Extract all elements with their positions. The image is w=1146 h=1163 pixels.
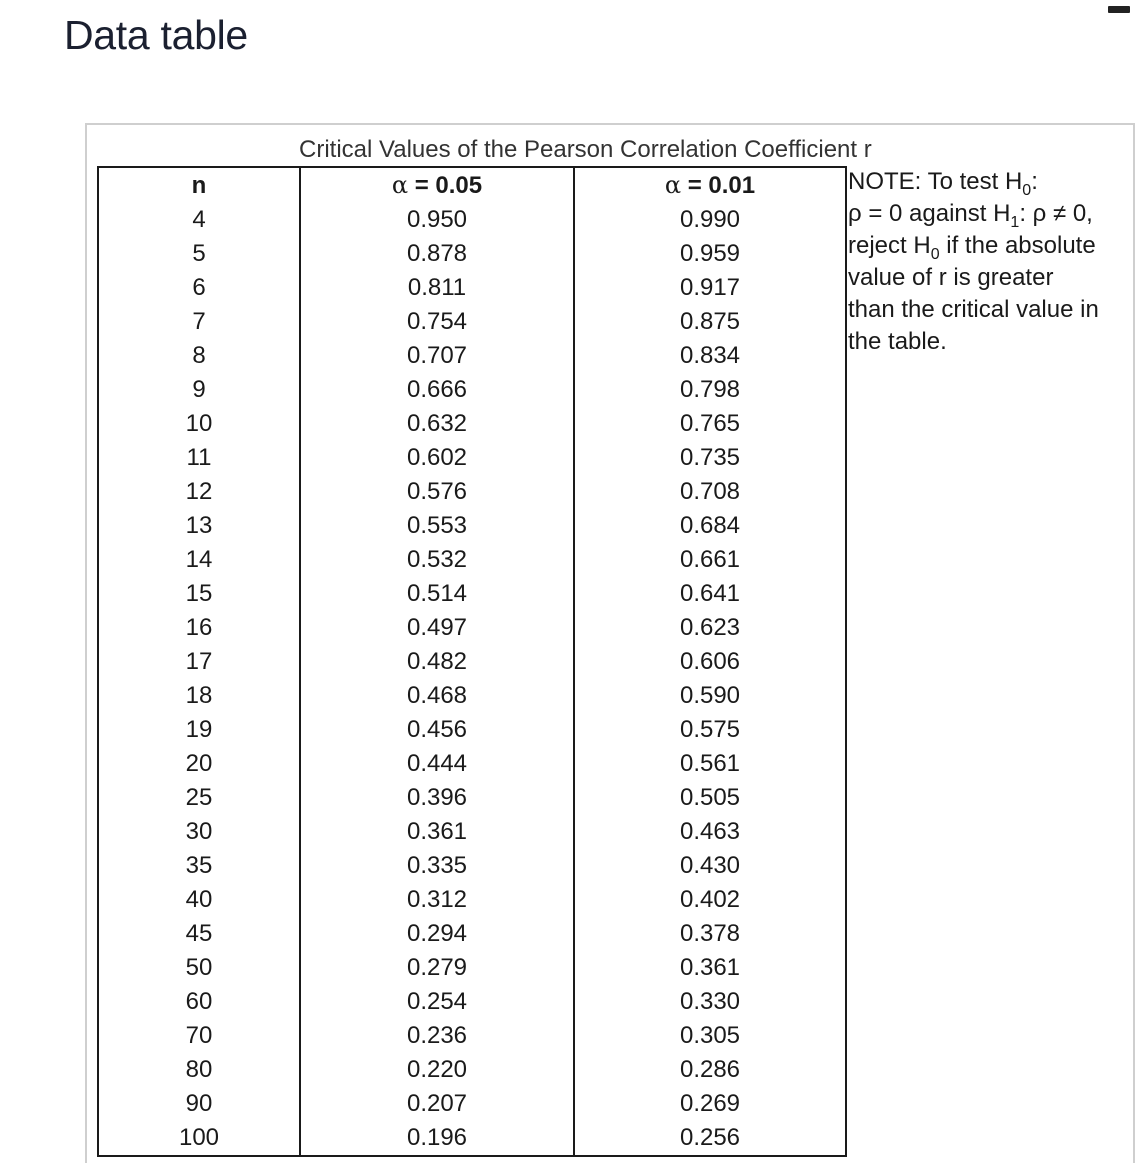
cell-alpha-005: 0.444	[300, 747, 574, 781]
cell-n: 9	[98, 373, 300, 407]
cell-alpha-005: 0.468	[300, 679, 574, 713]
cell-n: 100	[98, 1121, 300, 1156]
table-row	[98, 475, 846, 509]
table-row	[98, 305, 846, 339]
table-row	[98, 713, 846, 747]
table-row	[98, 917, 846, 951]
cell-alpha-001: 0.561	[574, 747, 846, 781]
cell-alpha-001: 0.286	[574, 1053, 846, 1087]
table-row	[98, 849, 846, 883]
cell-alpha-001: 0.463	[574, 815, 846, 849]
table-row	[98, 441, 846, 475]
table-row	[98, 1087, 846, 1121]
cell-n: 80	[98, 1053, 300, 1087]
cell-n: 16	[98, 611, 300, 645]
cell-alpha-001: 0.361	[574, 951, 846, 985]
note-line-2	[848, 198, 1138, 230]
cell-n: 8	[98, 339, 300, 373]
table-row	[98, 373, 846, 407]
page-title: Data table	[64, 12, 248, 58]
cell-alpha-005: 0.220	[300, 1053, 574, 1087]
cell-n: 12	[98, 475, 300, 509]
note-line-3-suffix: if the absolute	[939, 232, 1096, 259]
table-row	[98, 781, 846, 815]
cell-n: 10	[98, 407, 300, 441]
cell-n: 5	[98, 237, 300, 271]
cell-alpha-001: 0.330	[574, 985, 846, 1019]
cell-alpha-001: 0.606	[574, 645, 846, 679]
cell-alpha-005: 0.196	[300, 1121, 574, 1156]
note-line-1	[848, 166, 1138, 198]
cell-alpha-005: 0.532	[300, 543, 574, 577]
cell-alpha-005: 0.666	[300, 373, 574, 407]
table-row	[98, 679, 846, 713]
minimize-icon[interactable]	[1108, 6, 1130, 13]
cell-alpha-001: 0.641	[574, 577, 846, 611]
cell-alpha-005: 0.707	[300, 339, 574, 373]
note-line-2-prefix: ρ = 0 against H	[848, 200, 1011, 227]
cell-alpha-005: 0.632	[300, 407, 574, 441]
cell-n: 15	[98, 577, 300, 611]
cell-alpha-005: 0.312	[300, 883, 574, 917]
table-row	[98, 339, 846, 373]
cell-alpha-001: 0.684	[574, 509, 846, 543]
cell-alpha-001: 0.661	[574, 543, 846, 577]
table-row	[98, 1019, 846, 1053]
cell-n: 18	[98, 679, 300, 713]
alpha-symbol: α	[391, 171, 409, 199]
cell-alpha-005: 0.335	[300, 849, 574, 883]
note-line-2-suffix: : ρ ≠ 0,	[1019, 200, 1093, 227]
note-line-3	[848, 230, 1138, 262]
cell-n: 40	[98, 883, 300, 917]
cell-n: 25	[98, 781, 300, 815]
cell-alpha-005: 0.754	[300, 305, 574, 339]
note-line-1-suffix: :	[1031, 168, 1038, 195]
cell-n: 45	[98, 917, 300, 951]
cell-alpha-005: 0.254	[300, 985, 574, 1019]
cell-alpha-001: 0.269	[574, 1087, 846, 1121]
note-line-1-sub: 0	[1022, 181, 1032, 199]
header-n: n	[98, 167, 300, 203]
header-alpha-005	[300, 167, 574, 203]
cell-alpha-001: 0.990	[574, 203, 846, 237]
cell-alpha-001: 0.378	[574, 917, 846, 951]
note-text	[848, 166, 1138, 358]
table-row	[98, 407, 846, 441]
cell-alpha-005: 0.207	[300, 1087, 574, 1121]
table-row	[98, 985, 846, 1019]
header-alpha-001	[574, 167, 846, 203]
cell-alpha-001: 0.305	[574, 1019, 846, 1053]
cell-n: 50	[98, 951, 300, 985]
cell-alpha-001: 0.708	[574, 475, 846, 509]
cell-alpha-001: 0.875	[574, 305, 846, 339]
header-alpha-005-value: = 0.05	[414, 172, 483, 199]
cell-alpha-005: 0.361	[300, 815, 574, 849]
cell-n: 13	[98, 509, 300, 543]
table-row	[98, 271, 846, 305]
cell-alpha-005: 0.576	[300, 475, 574, 509]
cell-n: 11	[98, 441, 300, 475]
table-row	[98, 543, 846, 577]
cell-alpha-005: 0.456	[300, 713, 574, 747]
cell-n: 17	[98, 645, 300, 679]
note-line-2-sub: 1	[1010, 213, 1020, 231]
table-row	[98, 951, 846, 985]
cell-alpha-005: 0.279	[300, 951, 574, 985]
note-line-4: value of r is greater	[848, 264, 1054, 291]
cell-n: 90	[98, 1087, 300, 1121]
cell-alpha-001: 0.402	[574, 883, 846, 917]
note-line-3-prefix: reject H	[848, 232, 931, 259]
table-row	[98, 237, 846, 271]
cell-alpha-005: 0.294	[300, 917, 574, 951]
cell-n: 4	[98, 203, 300, 237]
cell-alpha-001: 0.575	[574, 713, 846, 747]
cell-n: 70	[98, 1019, 300, 1053]
note-line-6: the table.	[848, 328, 947, 355]
cell-alpha-005: 0.811	[300, 271, 574, 305]
cell-alpha-005: 0.950	[300, 203, 574, 237]
cell-alpha-001: 0.959	[574, 237, 846, 271]
note-line-1-prefix: NOTE: To test H	[848, 168, 1023, 195]
cell-alpha-001: 0.590	[574, 679, 846, 713]
cell-alpha-001: 0.623	[574, 611, 846, 645]
cell-alpha-001: 0.917	[574, 271, 846, 305]
cell-alpha-005: 0.878	[300, 237, 574, 271]
table-row	[98, 203, 846, 237]
cell-alpha-001: 0.735	[574, 441, 846, 475]
cell-alpha-001: 0.765	[574, 407, 846, 441]
table-row	[98, 577, 846, 611]
table-row	[98, 1121, 846, 1156]
cell-alpha-001: 0.834	[574, 339, 846, 373]
table-row	[98, 611, 846, 645]
cell-n: 6	[98, 271, 300, 305]
cell-alpha-005: 0.482	[300, 645, 574, 679]
table-row	[98, 509, 846, 543]
cell-n: 20	[98, 747, 300, 781]
alpha-symbol: α	[664, 171, 682, 199]
header-alpha-001-value: = 0.01	[687, 172, 756, 199]
note-line-3-sub: 0	[930, 245, 940, 263]
cell-n: 35	[98, 849, 300, 883]
table-row	[98, 815, 846, 849]
cell-n: 7	[98, 305, 300, 339]
table-caption: Critical Values of the Pearson Correlation Coefficient r	[299, 136, 872, 163]
cell-alpha-001: 0.256	[574, 1121, 846, 1156]
critical-values-table	[97, 166, 847, 1157]
cell-n: 14	[98, 543, 300, 577]
cell-n: 19	[98, 713, 300, 747]
table-row	[98, 747, 846, 781]
cell-alpha-005: 0.514	[300, 577, 574, 611]
cell-n: 60	[98, 985, 300, 1019]
cell-alpha-001: 0.505	[574, 781, 846, 815]
table-row	[98, 1053, 846, 1087]
cell-alpha-005: 0.396	[300, 781, 574, 815]
cell-n: 30	[98, 815, 300, 849]
table-row	[98, 645, 846, 679]
cell-alpha-001: 0.430	[574, 849, 846, 883]
cell-alpha-005: 0.553	[300, 509, 574, 543]
cell-alpha-005: 0.602	[300, 441, 574, 475]
cell-alpha-005: 0.497	[300, 611, 574, 645]
note-line-5: than the critical value in	[848, 296, 1099, 323]
cell-alpha-005: 0.236	[300, 1019, 574, 1053]
cell-alpha-001: 0.798	[574, 373, 846, 407]
table-header-row	[98, 167, 846, 203]
table-row	[98, 883, 846, 917]
